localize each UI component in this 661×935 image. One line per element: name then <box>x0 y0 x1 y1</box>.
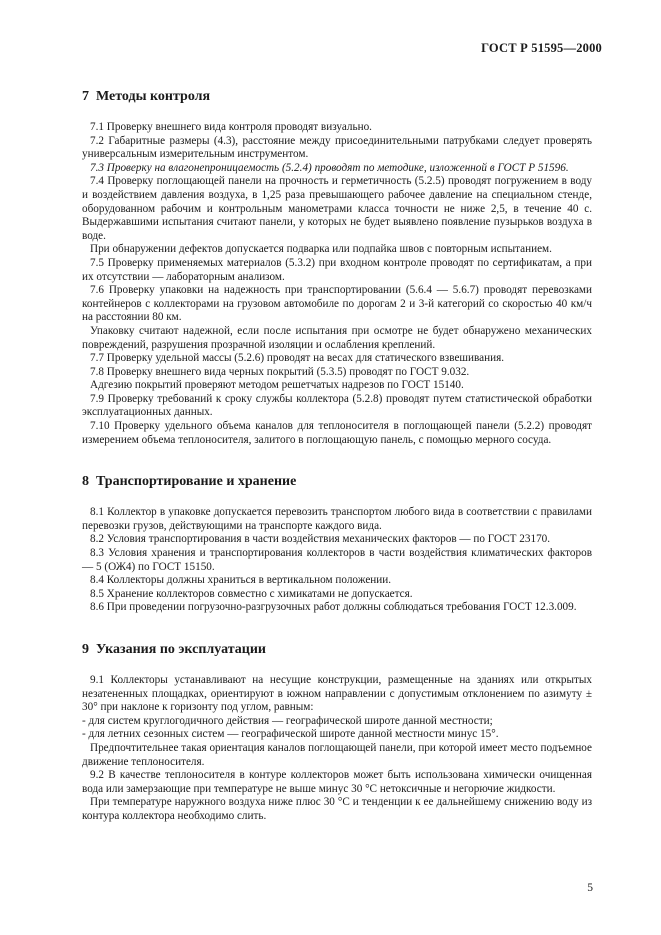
section-9-heading <box>82 641 592 658</box>
paragraph-9-2-note: При температуре наружного воздуха ниже плюс 30 °С и тенденции к ее дальнейшему снижению воду из контура коллектора необходимо слить. <box>82 796 592 822</box>
paragraph-8-2: 8.2 Условия транспортирования в части воздействия механических факторов — по ГОСТ 23170. <box>90 533 551 546</box>
paragraph-8-4: 8.4 Коллекторы должны храниться в вертикальном положении. <box>90 574 392 587</box>
paragraph-7-2: 7.2 Габаритные размеры (4.3), расстояние между присоединительными патрубками следует проверять универсальным измерительным инструментом. <box>82 134 592 161</box>
page-number: 5 <box>587 882 593 894</box>
list-item-summer: - для летних сезонных систем — географической широте данной местности минус 15°. <box>82 728 499 741</box>
section-8-heading <box>82 473 592 490</box>
paragraph-7-8-note: Адгезию покрытий проверяют методом решетчатых надрезов по ГОСТ 15140. <box>90 379 464 392</box>
section-8-title: Транспортирование и хранение <box>96 474 297 490</box>
list-item-year-round: - для систем круглогодичного действия — географической широте данной местности; <box>82 714 493 727</box>
paragraph-7-6: 7.6 Проверку упаковки на надежность при транспортировании (5.6.4 — 5.6.7) проводят перевозками контейнеров с коллекторами на грузовом автомобиле по дорогам 2 и 3-й категорий со скоростью 40 км/ч на расстоянии 80 км. <box>82 284 592 324</box>
document-body <box>82 66 592 824</box>
paragraph-9-1-note: Предпочтительнее такая ориентация каналов поглощающей панели, при которой имеет место подъемное движение теплоносителя. <box>82 741 592 768</box>
paragraph-7-8: 7.8 Проверку внешнего вида черных покрытий (5.3.5) проводят по ГОСТ 9.032. <box>90 365 470 378</box>
paragraph-7-7: 7.7 Проверку удельной массы (5.2.6) проводят на весах для статического взвешивания. <box>90 352 505 365</box>
document-header: ГОСТ Р 51595—2000 <box>481 41 602 55</box>
paragraph-7-4: 7.4 Проверку поглощающей панели на прочность и герметичность (5.2.5) проводят погружением в воду и воздействием давления воздуха, в 1,25 раза превышающего рабочее давление на специальном стенде, оборудованном рабочим и контрольным манометрами класса точности не ниже 2,5, в течение 40 с. Выдержавшими испытания считают панели, у которых не будет выявлено появление пузырьков воздуха в воде. <box>82 175 592 242</box>
paragraph-7-3: 7.3 Проверку на влагонепроницаемость (5.2.4) проводят по методике, изложенной в ГОСТ Р 51596. <box>90 161 569 174</box>
paragraph-8-1: 8.1 Коллектор в упаковке допускается перевозить транспортом любого вида в соответствии с правилами перевозки грузов, действующими на транспорте каждого вида. <box>82 506 592 532</box>
paragraph-7-9: 7.9 Проверку требований к сроку службы коллектора (5.2.8) проводят путем статистической обработки эксплуатационных данных. <box>82 392 592 419</box>
section-7-number: 7 <box>82 89 89 104</box>
paragraph-8-3: 8.3 Условия хранения и транспортирования коллекторов в части воздействия климатических факторов — 5 (ОЖ4) по ГОСТ 15150. <box>82 547 592 573</box>
paragraph-7-1: 7.1 Проверку внешнего вида контроля проводят визуально. <box>90 121 372 133</box>
paragraph-7-6-note: Упаковку считают надежной, если после испытания при осмотре не будет обнаружено механических повреждений, разрушения прозрачной изоляции и ослабления креплений. <box>82 324 592 351</box>
paragraph-8-5: 8.5 Хранение коллекторов совместно с химикатами не допускается. <box>90 587 413 600</box>
section-7-heading <box>82 88 592 105</box>
section-8-number: 8 <box>82 474 89 490</box>
paragraph-7-4-note: При обнаружении дефектов допускается подварка или подпайка швов с повторным испытанием. <box>90 243 552 256</box>
paragraph-9-1: 9.1 Коллекторы устанавливают на несущие конструкции, размещенные на зданиях или открытых незатененных площадках, ориентируют в южном направлении с допустимым отклонением по азимуту ± 30° при наклоне к горизонту под углом, равным: <box>82 674 592 714</box>
section-9-title: Указания по эксплуатации <box>96 642 266 657</box>
paragraph-7-10: 7.10 Проверку удельного объема каналов для теплоносителя в поглощающей панели (5.2.2) проводят измерением объема теплоносителя, залитого в поглощающую панель, с помощью мерного сосуда. <box>82 420 592 446</box>
section-7-title: Методы контроля <box>96 89 211 104</box>
paragraph-7-5: 7.5 Проверку применяемых материалов (5.3.2) при входном контроле проводят по сертификатам, а при их отсутствии — лабораторным анализом. <box>82 256 592 283</box>
paragraph-9-2: 9.2 В качестве теплоносителя в контуре коллекторов может быть использована химически очищенная вода или замерзающие при температуре не выше минус 30 °С нетоксичные и негорючие жидкости. <box>82 769 592 795</box>
section-9-number: 9 <box>82 642 89 657</box>
paragraph-8-6: 8.6 При проведении погрузочно-разгрузочных работ должны соблюдаться требования ГОСТ 12.3.009. <box>90 601 577 614</box>
